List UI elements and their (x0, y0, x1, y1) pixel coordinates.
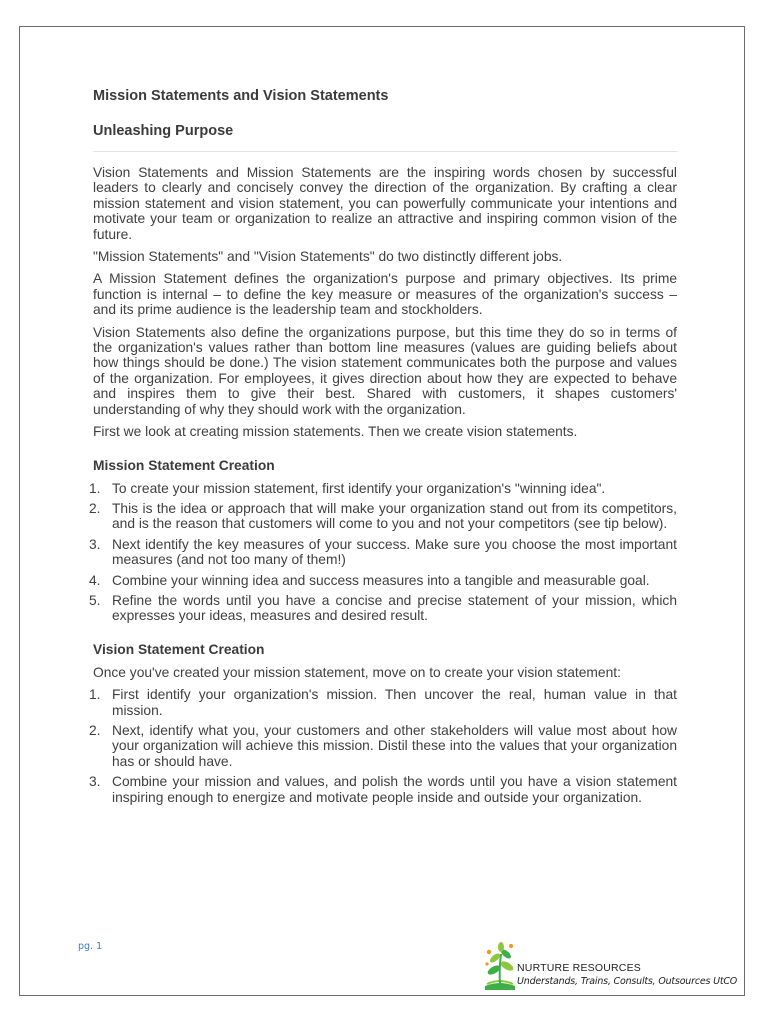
page-content (89, 87, 677, 810)
list-item-text: First identify your organization's mission. Then uncover the real, human value in that mission. (112, 687, 677, 718)
list-number: 1. (89, 687, 101, 703)
document-subtitle: Unleashing Purpose (93, 123, 234, 139)
heading-divider (93, 151, 677, 152)
mission-steps-list (89, 480, 677, 624)
list-item (89, 774, 677, 805)
paragraph-mission-definition: A Mission Statement defines the organization's purpose and primary objectives. Its prime function is internal – to define the key measure or measures of the organization's success – and its prime audience is the leadership team and stockholders. (93, 271, 677, 318)
list-item-text: Combine your mission and values, and polish the words until you have a vision statement inspiring enough to energize and motivate people inside and outside your organization. (112, 774, 677, 805)
document-title: Mission Statements and Vision Statements (93, 88, 389, 104)
list-item (89, 480, 677, 496)
paragraph-vision-definition: Vision Statements also define the organizations purpose, but this time they do so in terms of the organization's values rather than bottom line measures (values are guiding beliefs about how things should be done.) The vision statement communicates both the purpose and values of the organization. For employees, it gives direction about how they are expected to behave and inspires them to give their best. Shared with customers, it shapes customers' understanding of why they should work with the organization. (93, 324, 677, 417)
list-number: 1. (89, 480, 101, 496)
vision-section-intro: Once you've created your mission statement, move on to create your vision statement: (93, 664, 621, 680)
list-number: 4. (89, 572, 101, 588)
mission-section-heading: Mission Statement Creation (93, 457, 275, 473)
list-item-text: Next, identify what you, your customers and other stakeholders will value most about how your organization will achieve this mission. Distil these into the values that your organization has or should have. (112, 722, 677, 769)
list-number: 5. (89, 592, 101, 608)
document-page (19, 26, 745, 996)
page-number: pg. 1 (78, 941, 103, 952)
list-item (89, 500, 677, 532)
list-item-text: Refine the words until you have a concise and precise statement of your mission, which expresses your ideas, measures and desired result. (112, 592, 677, 624)
list-number: 3. (89, 774, 101, 790)
list-item-text: This is the idea or approach that will make your organization stand out from its competitors, and is the reason that customers will come to you and not your competitors (see tip below). (112, 500, 677, 532)
list-item (89, 572, 677, 588)
sprouting-plant-icon (483, 940, 517, 992)
list-item (89, 687, 677, 718)
paragraph-first-look: First we look at creating mission statements. Then we create vision statements. (93, 424, 578, 440)
list-number: 3. (89, 536, 101, 552)
logo-tagline: Understands, Trains, Consults, Outsources UtCO (517, 976, 738, 987)
paragraph-two-jobs: "Mission Statements" and "Vision Statements" do two distinctly different jobs. (93, 249, 563, 265)
list-item-text: To create your mission statement, first identify your organization's "winning idea". (112, 480, 606, 496)
list-item (89, 536, 677, 568)
list-number: 2. (89, 722, 101, 738)
paragraph-intro: Vision Statements and Mission Statements are the inspiring words chosen by successful leaders to clearly and concisely convey the direction of the organization. By crafting a clear mission statement and vision statement, you can powerfully communicate your intentions and motivate your team or organization to realize an attractive and inspiring common vision of the future. (93, 165, 677, 242)
list-item-text: Next identify the key measures of your success. Make sure you choose the most important measures (and not too many of them!) (112, 536, 677, 568)
vision-steps-list (89, 687, 677, 805)
list-item-text: Combine your winning idea and success measures into a tangible and measurable goal. (112, 572, 650, 588)
list-item (89, 722, 677, 769)
logo-company-name: NURTURE RESOURCES (517, 962, 641, 974)
list-item (89, 592, 677, 624)
vision-section-heading: Vision Statement Creation (93, 641, 265, 657)
company-logo (483, 940, 738, 992)
list-number: 2. (89, 500, 101, 516)
